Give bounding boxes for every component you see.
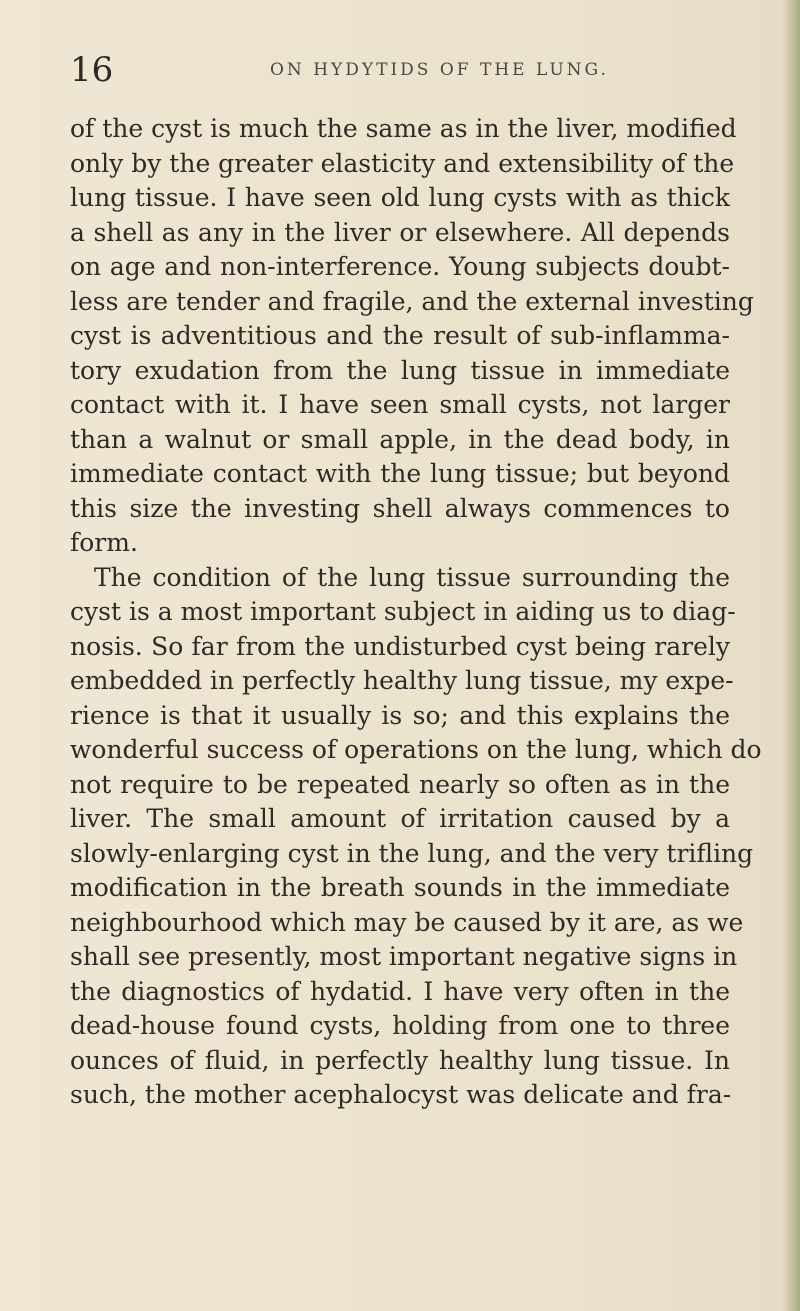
text-line: of the cyst is much the same as in the liver, modified: [70, 114, 737, 143]
text-line: such, the mother acephalocyst was delicate and fra-: [70, 1080, 732, 1109]
text-line: form.: [70, 528, 138, 557]
text-line: neighbourhood which may be caused by it are, as we: [70, 907, 744, 937]
text-line: immediate contact with the lung tissue; but beyond: [70, 459, 730, 488]
text-line: embedded in perfectly healthy lung tissue, my expe-: [70, 666, 734, 695]
page-edge-shadow: [782, 0, 800, 1311]
page-header: [70, 50, 730, 90]
text-line: contact with it. I have seen small cysts, not larger: [70, 390, 730, 419]
text-line: this size the investing shell always commences to: [70, 493, 730, 523]
running-head: ON HYDYTIDS OF THE LUNG.: [270, 60, 609, 80]
text-line: The condition of the lung tissue surrounding the: [94, 562, 730, 592]
text-line: rience is that it usually is so; and this explains the: [70, 700, 730, 730]
text-line: only by the greater elasticity and extensibility of the: [70, 148, 735, 178]
text-line: a shell as any in the liver or elsewhere. All depends: [70, 217, 730, 247]
text-line: not require to be repeated nearly so often as in the: [70, 769, 730, 799]
text-line: dead-house found cysts, holding from one to three: [70, 1011, 730, 1040]
text-line: nosis. So far from the undisturbed cyst being rarely: [70, 631, 730, 661]
text-line: shall see presently, most important negative signs in: [70, 942, 738, 971]
text-line: than a walnut or small apple, in the dead body, in: [70, 424, 730, 454]
text-line: ounces of fluid, in perfectly healthy lung tissue. In: [70, 1045, 730, 1075]
body-text: [70, 112, 762, 1113]
text-line: on age and non-interference. Young subjects doubt-: [70, 252, 730, 281]
text-line: less are tender and fragile, and the external investing: [70, 286, 754, 316]
text-line: the diagnostics of hydatid. I have very often in the: [70, 976, 730, 1006]
paragraph-1: [70, 112, 754, 561]
text-line: lung tissue. I have seen old lung cysts with as thick: [70, 183, 730, 212]
text-line: slowly-enlarging cyst in the lung, and the very trifling: [70, 838, 754, 868]
text-line: tory exudation from the lung tissue in immediate: [70, 355, 730, 385]
text-line: modification in the breath sounds in the immediate: [70, 873, 730, 902]
text-line: cyst is adventitious and the result of sub-inflamma-: [70, 321, 730, 350]
text-line: liver. The small amount of irritation caused by a: [70, 804, 730, 833]
page-number: 16: [70, 50, 114, 90]
text-line: wonderful success of operations on the lung, which do: [70, 735, 762, 764]
text-line: cyst is a most important subject in aiding us to diag-: [70, 597, 736, 626]
paragraph-2: [70, 561, 762, 1113]
